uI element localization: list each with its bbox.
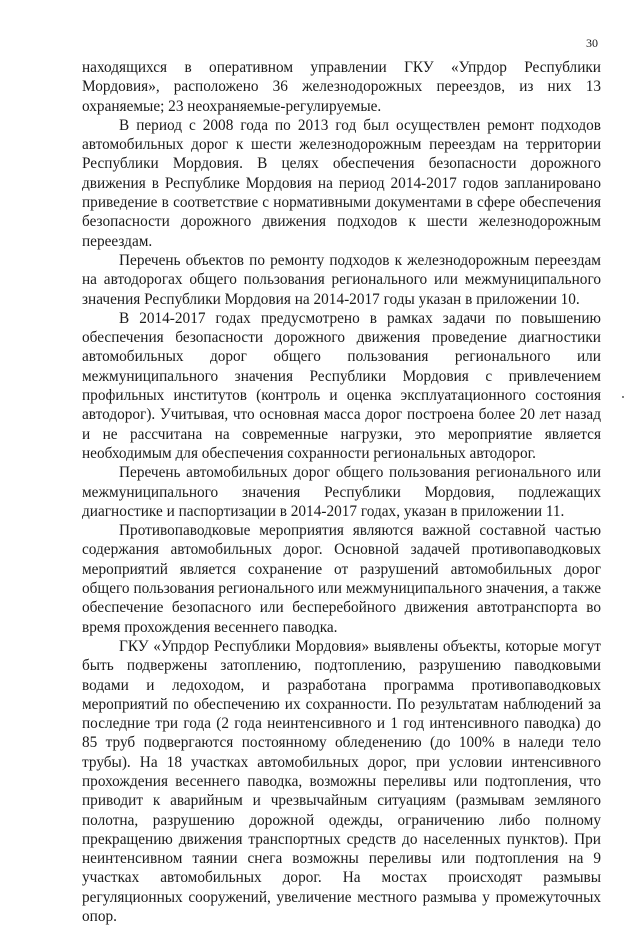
page-number: 30 xyxy=(586,36,598,50)
document-body xyxy=(82,58,601,926)
paragraph-crossing-approaches-repair: В период с 2008 года по 2013 год был осуществлен ремонт подходов автомобильных дорог к шести железнодорожным переездам на территории Республики Мордовия. В целях обеспечения безопасности дорожного движения в Республике Мордовия на период 2014-2017 годов запланировано приведение в соответствие с нормативными документами в сфере обеспечения безопасности дорожного движения подходов к шести железнодорожным переездам. xyxy=(82,116,601,250)
paragraph-railway-crossings-count: находящихся в оперативном управлении ГКУ «Упрдор Республики Мордовия», расположено 36 железнодорожных переездов, из них 13 охраняемые; 23 неохраняемые-регулируемые. xyxy=(82,59,601,115)
margin-mark xyxy=(622,396,624,398)
paragraph-flood-risk-objects: ГКУ «Упрдор Республики Мордовия» выявлены объекты, которые могут быть подвержены затоплению, подтоплению, разрушению паводковыми водами и ледоходом, и разработана программа противопаводковых мероприятий по обеспечению их сохранности. По результатам наблюдений за последние три года (2 года неинтенсивного и 1 год интенсивного паводка) до 85 труб подвергаются постоянному обледенению (до 100% в наледи тело трубы). На 18 участках автомобильных дорог, при условии интенсивного прохождения весеннего паводка, возможны переливы или подтопления, что приводит к аварийным и чрезвычайным ситуациям (размывам земляного полотна, разрушению дорожной одежды, ограничению либо полному прекращению движения транспортных средств до населенных пунктов). При неинтенсивном таянии снега возможны переливы или подтопления на 9 участках автомобильных дорог. На мостах происходят размывы регуляционных сооружений, увеличение местного размыва у промежуточных опор. xyxy=(82,637,601,926)
paragraph-road-diagnostics: В 2014-2017 годах предусмотрено в рамках задачи по повышению обеспечения безопасности дорожного движения проведение диагностики автомобильных дорог общего пользования регионального или межмуниципального значения Республики Мордовия с привлечением профильных институтов (контроль и оценка эксплуатационного состояния автодорог). Учитывая, что основная масса дорог построена более 20 лет назад и не рассчитана на современные нагрузки, это мероприятие является необходимым для обеспечения сохранности региональных автодорог. xyxy=(82,309,601,462)
paragraph-appendix-10-reference: Перечень объектов по ремонту подходов к железнодорожным переездам на автодорогах общего пользования регионального или межмуниципального значения Республики Мордовия на 2014-2017 годы указан в приложении 10. xyxy=(82,251,601,308)
paragraph-flood-measures-intro: Противопаводковые мероприятия являются важной составной частью содержания автомобильных дорог. Основной задачей противопаводковых мероприятий является сохранение от разрушений автомобильных дорог общего пользования регионального или межмуниципального значения, а также обеспечение безопасного или бесперебойного движения автотранспорта во время прохождения весеннего паводка. xyxy=(82,522,601,636)
paragraph-appendix-11-reference: Перечень автомобильных дорог общего пользования регионального или межмуниципального значения Республики Мордовия, подлежащих диагностике и паспортизации в 2014-2017 годах, указан в приложении 11. xyxy=(82,464,601,520)
